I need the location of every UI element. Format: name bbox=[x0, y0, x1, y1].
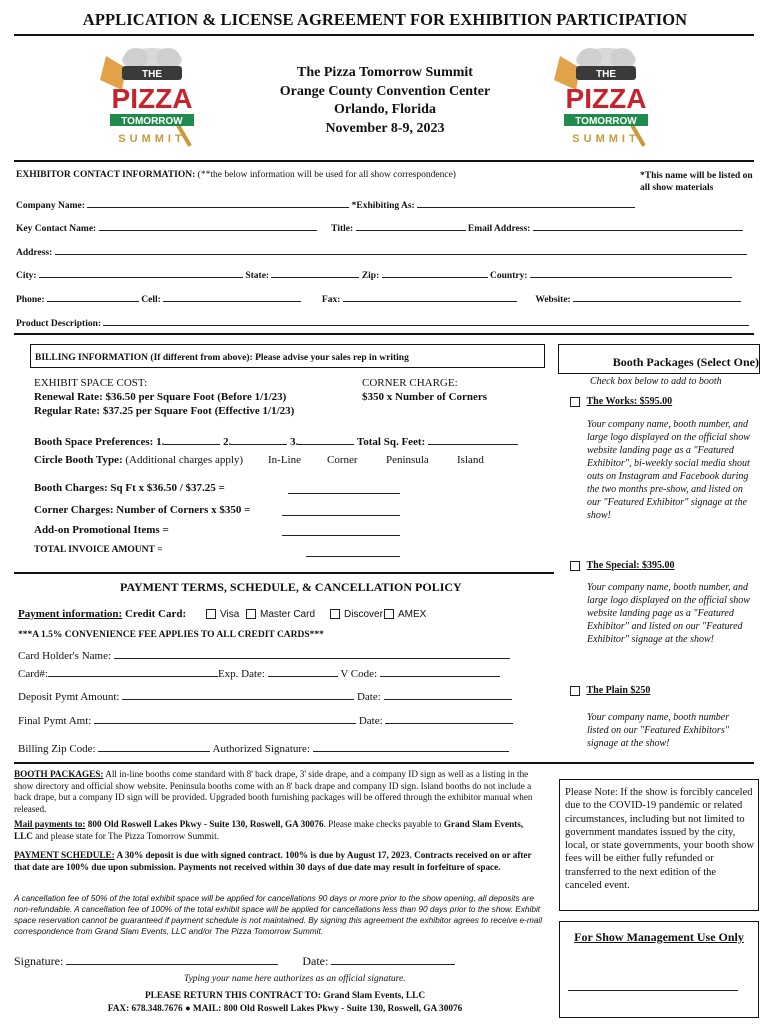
total-invoice-label: TOTAL INVOICE AMOUNT = bbox=[34, 545, 163, 555]
phone-field[interactable] bbox=[47, 291, 139, 302]
final-payment-row bbox=[18, 713, 513, 727]
signature-date-label: Date: bbox=[302, 954, 329, 968]
package-special-name: The Special: $395.00 bbox=[586, 560, 675, 571]
address-field[interactable] bbox=[55, 244, 747, 255]
packages-instruction: Check box below to add to booth bbox=[590, 376, 722, 387]
discover-checkbox[interactable] bbox=[330, 609, 340, 619]
addon-label: Add-on Promotional Items = bbox=[34, 524, 169, 536]
booth-charges-label: Booth Charges: Sq Ft x $36.50 / $37.25 = bbox=[34, 482, 225, 494]
signature-field[interactable] bbox=[66, 954, 278, 965]
mail-payments-heading: Mail payments to: bbox=[14, 819, 86, 829]
cell-label: Cell: bbox=[141, 295, 161, 305]
circle-booth-label: Circle Booth Type: bbox=[34, 454, 123, 466]
pref2-label: 2. bbox=[223, 436, 232, 448]
total-sqft-label: Total Sq. Feet: bbox=[356, 436, 426, 448]
title-field[interactable] bbox=[356, 220, 466, 231]
management-label: For Show Management Use Only bbox=[574, 930, 744, 944]
country-field[interactable] bbox=[530, 267, 732, 278]
exp-date-label: Exp. Date: bbox=[217, 668, 265, 680]
circle-booth-note: (Additional charges apply) bbox=[125, 454, 244, 466]
state-label: State: bbox=[245, 271, 270, 281]
booth-packages-terms bbox=[14, 769, 544, 815]
contact-header bbox=[16, 170, 456, 180]
management-box bbox=[559, 921, 759, 1018]
package-plain-desc: Your company name, booth number listed on our "Featured Exhibitors" signage at the show! bbox=[587, 712, 730, 749]
final-date-field[interactable] bbox=[385, 713, 513, 724]
key-contact-row bbox=[16, 220, 743, 234]
card-discover[interactable] bbox=[330, 609, 383, 620]
logo-pizza-text: PIZZA bbox=[111, 83, 193, 114]
website-label: Website: bbox=[535, 295, 571, 305]
package-works bbox=[570, 396, 672, 407]
visa-label: Visa bbox=[220, 609, 240, 620]
key-contact-label: Key Contact Name: bbox=[16, 224, 97, 234]
card-holder-label: Card Holder's Name: bbox=[18, 650, 112, 662]
booth-type-corner[interactable]: Corner bbox=[327, 454, 358, 466]
total-sqft-field[interactable] bbox=[428, 434, 518, 445]
deposit-date-field[interactable] bbox=[384, 689, 512, 700]
card-holder-row bbox=[18, 648, 510, 662]
title-divider bbox=[14, 34, 754, 36]
exp-date-field[interactable] bbox=[268, 666, 338, 677]
card-visa[interactable] bbox=[206, 609, 239, 620]
logo-pizza-text: PIZZA bbox=[565, 83, 647, 114]
addon-field[interactable] bbox=[282, 525, 400, 536]
credit-card-label: Credit Card: bbox=[124, 608, 187, 620]
package-plain-checkbox[interactable] bbox=[570, 686, 580, 696]
regular-rate: Regular Rate: $37.25 per Square Foot (Effective 1/1/23) bbox=[34, 405, 295, 417]
event-info bbox=[240, 64, 530, 138]
final-date-label: Date: bbox=[358, 715, 383, 727]
state-field[interactable] bbox=[271, 267, 359, 278]
payment-header: PAYMENT TERMS, SCHEDULE, & CANCELLATION POLICY bbox=[120, 580, 462, 594]
signature-date-field[interactable] bbox=[331, 954, 455, 965]
vcode-label: V Code: bbox=[340, 668, 378, 680]
deposit-field[interactable] bbox=[122, 689, 354, 700]
card-mastercard[interactable] bbox=[246, 609, 315, 620]
payment-schedule bbox=[14, 850, 544, 873]
mail-tail: and please state for The Pizza Tomorrow Summit. bbox=[35, 830, 219, 841]
payment-info-label: Payment information: bbox=[18, 608, 123, 620]
pref1-field[interactable] bbox=[164, 434, 220, 445]
billing-zip-label: Billing Zip Code: bbox=[18, 743, 96, 755]
mail-text: . Please make checks payable to bbox=[323, 819, 442, 829]
management-field[interactable] bbox=[568, 990, 738, 991]
contact-divider bbox=[14, 333, 754, 335]
exhibiting-as-label: *Exhibiting As: bbox=[351, 201, 415, 211]
listing-note: *This name will be listed on all show materials bbox=[640, 171, 753, 193]
booth-type-row bbox=[34, 454, 243, 466]
zip-label: Zip: bbox=[361, 271, 380, 281]
country-label: Country: bbox=[490, 271, 528, 281]
credit-card-row bbox=[18, 608, 202, 620]
amex-label: AMEX bbox=[398, 609, 427, 620]
fax-label: Fax: bbox=[321, 295, 341, 305]
return-footer bbox=[0, 990, 570, 1016]
visa-checkbox[interactable] bbox=[206, 609, 216, 619]
footer-line2: FAX: 678.348.7676 ● MAIL: 800 Old Roswell Lakes Pkwy - Suite 130, Roswell, GA 30076 bbox=[107, 1004, 463, 1014]
card-number-field[interactable] bbox=[48, 666, 218, 677]
summit-logo-left bbox=[92, 42, 212, 152]
email-field[interactable] bbox=[533, 220, 743, 231]
card-number-row bbox=[18, 666, 500, 680]
company-name-label: Company Name: bbox=[16, 201, 85, 211]
event-venue: Orange County Convention Center bbox=[279, 83, 491, 99]
covid-note-box bbox=[559, 779, 759, 911]
package-special-checkbox[interactable] bbox=[570, 561, 580, 571]
booth-type-island[interactable]: Island bbox=[457, 454, 484, 466]
space-cost-label: EXHIBIT SPACE COST: bbox=[34, 377, 148, 389]
pref1-label: 1. bbox=[156, 436, 165, 448]
vcode-field[interactable] bbox=[380, 666, 500, 677]
pref2-field[interactable] bbox=[231, 434, 287, 445]
signature-label: Signature: bbox=[14, 954, 64, 968]
contact-header-label: EXHIBITOR CONTACT INFORMATION: bbox=[16, 170, 196, 180]
summit-logo-right bbox=[546, 42, 666, 152]
mail-payee: Grand Slam Events, LLC bbox=[14, 819, 524, 841]
corner-charges-field[interactable] bbox=[282, 505, 400, 516]
package-works-checkbox[interactable] bbox=[570, 397, 580, 407]
billing-zip-field[interactable] bbox=[98, 741, 210, 752]
card-amex[interactable] bbox=[384, 609, 426, 620]
logo-tomorrow-text: TOMORROW bbox=[121, 116, 183, 127]
cancellation-policy: A cancellation fee of 50% of the total exhibit space will be applied for cancellations 90 days or more prior to the show opening, all deposits are non-refundable. A cancellation fee of 100% of the total exhibit space will be applied for cancellations less than 90 days prior to the show. Exhibit space reservation cannot be guaranteed if payment schedule is not maintained. By signing this agreement the exhibitor agrees to receive e-mail correspondence from Grand Slam Events, LLC and/or The Pizza Tomorrow Summit. bbox=[14, 893, 543, 936]
product-row bbox=[16, 315, 749, 329]
discover-label: Discover bbox=[344, 609, 383, 620]
corner-charge-label: CORNER CHARGE: bbox=[362, 377, 458, 389]
logo-tomorrow-text: TOMORROW bbox=[575, 116, 637, 127]
company-name-row bbox=[16, 197, 635, 211]
logo-the-text: THE bbox=[596, 69, 616, 80]
city-label: City: bbox=[16, 271, 37, 281]
contact-header-note: (**the below information will be used for all show correspondence) bbox=[197, 170, 456, 180]
email-label: Email Address: bbox=[467, 224, 531, 234]
deposit-label: Deposit Pymt Amount: bbox=[18, 691, 120, 703]
amex-checkbox[interactable] bbox=[384, 609, 394, 619]
header-divider bbox=[14, 160, 754, 162]
signature-row bbox=[14, 954, 455, 969]
authorized-signature-label: Authorized Signature: bbox=[212, 743, 310, 755]
payment-schedule-heading: PAYMENT SCHEDULE: bbox=[14, 850, 115, 860]
mail-payments bbox=[14, 819, 544, 842]
booth-type-inline[interactable]: In-Line bbox=[268, 454, 301, 466]
billing-zip-row bbox=[18, 741, 509, 755]
fee-note: ***A 1.5% CONVENIENCE FEE APPLIES TO ALL CREDIT CARDS*** bbox=[18, 630, 324, 640]
booth-charges-field[interactable] bbox=[288, 483, 400, 494]
authorized-signature-field[interactable] bbox=[313, 741, 509, 752]
packages-header-box bbox=[558, 344, 760, 374]
covid-note: Please Note: If the show is forcibly canceled due to the COVID-19 pandemic or related circumstances, including but not limited to government mandates issued by the city, local, or state governments, your booth show fees will be either fully refunded or transferred to the next edition of the canceled event. bbox=[565, 787, 754, 892]
phone-row bbox=[16, 291, 741, 305]
deposit-row bbox=[18, 689, 512, 703]
zip-field[interactable] bbox=[382, 267, 488, 278]
final-payment-label: Final Pymt Amt: bbox=[18, 715, 92, 727]
logo-summit-text: SUMMIT bbox=[572, 133, 640, 145]
renewal-rate: Renewal Rate: $36.50 per Square Foot (Before 1/1/23) bbox=[34, 391, 287, 403]
payment-schedule-text: A 30% deposit is due with signed contract. 100% is due by August 17, 2023. Contracts received on or after that date are 100% due upon submission. Payments not received within 30 days of due date may result in forfeiture of space. bbox=[14, 850, 532, 872]
company-name-field[interactable] bbox=[87, 197, 349, 208]
pref3-field[interactable] bbox=[298, 434, 354, 445]
logo-the-text: THE bbox=[142, 69, 162, 80]
booth-packages-heading: BOOTH PACKAGES: bbox=[14, 769, 104, 779]
final-payment-field[interactable] bbox=[94, 713, 356, 724]
card-number-label: Card#: bbox=[18, 668, 48, 680]
exhibit-space-cost bbox=[34, 376, 294, 418]
city-row bbox=[16, 267, 732, 281]
package-special-desc: Your company name, booth number, and large logo displayed on the official show website landing page as a "Featured Exhibitor" and listed on our "Featured Exhibitor" signage at the show! bbox=[587, 582, 750, 645]
event-name: The Pizza Tomorrow Summit bbox=[297, 65, 473, 80]
address-row bbox=[16, 244, 747, 258]
fax-field[interactable] bbox=[343, 291, 517, 302]
billing-box[interactable] bbox=[30, 344, 545, 368]
mastercard-checkbox[interactable] bbox=[246, 609, 256, 619]
corner-charge bbox=[362, 376, 487, 404]
mail-address: 800 Old Roswell Lakes Pkwy - Suite 130, Roswell, GA 30076 bbox=[87, 819, 324, 829]
payment-divider bbox=[14, 572, 554, 574]
event-dates: November 8-9, 2023 bbox=[325, 120, 445, 136]
corner-charges-label: Corner Charges: Number of Corners x $350 = bbox=[34, 504, 251, 516]
city-field[interactable] bbox=[39, 267, 243, 278]
exhibiting-as-field[interactable] bbox=[417, 197, 635, 208]
packages-header: Booth Packages (Select One) bbox=[612, 355, 759, 369]
address-label: Address: bbox=[16, 248, 53, 258]
page-title: APPLICATION & LICENSE AGREEMENT FOR EXHIBITION PARTICIPATION bbox=[82, 10, 688, 29]
total-invoice-field[interactable] bbox=[306, 546, 400, 557]
billing-header: BILLING INFORMATION (If different from above): Please advise your sales rep in writing bbox=[35, 353, 409, 363]
signature-note: Typing your name here authorizes as an official signature. bbox=[184, 974, 406, 984]
footer-line1: PLEASE RETURN THIS CONTRACT TO: Grand Slam Events, LLC bbox=[144, 991, 426, 1001]
pref3-label: 3. bbox=[290, 436, 299, 448]
product-description-field[interactable] bbox=[103, 315, 749, 326]
package-works-name: The Works: $595.00 bbox=[586, 396, 673, 407]
terms-divider bbox=[14, 762, 754, 764]
logo-summit-text: SUMMIT bbox=[118, 133, 186, 145]
package-plain-name: The Plain $250 bbox=[586, 685, 651, 696]
deposit-date-label: Date: bbox=[356, 691, 381, 703]
website-field[interactable] bbox=[573, 291, 741, 302]
booth-packages-text: All in-line booths come standard with 8' back drape, 3' side drape, and a company ID sign as well as a listing in the show directory and official show website. Peninsula booths come with an 8' back drape and company ID sign. Island booths do not include a back drape, but a company ID sign will be provided. Upgraded booth furnishing packages will be offered through the exhibitor manual when released. bbox=[14, 769, 533, 814]
package-special bbox=[570, 560, 675, 571]
package-works-desc: Your company name, booth number, and large logo displayed on the official show website landing page as a "Featured Exhibitor", bi-weekly social media shout outs on Instagram and Facebook during the two months pre-show, and listed on our "Featured Exhibitor" signage at the show! bbox=[587, 419, 750, 521]
title-label: Title: bbox=[331, 224, 354, 234]
phone-label: Phone: bbox=[16, 295, 45, 305]
card-holder-field[interactable] bbox=[114, 648, 510, 659]
package-plain bbox=[570, 685, 650, 696]
booth-type-peninsula[interactable]: Peninsula bbox=[386, 454, 429, 466]
cell-field[interactable] bbox=[163, 291, 301, 302]
preferences-label: Booth Space Preferences: bbox=[34, 436, 154, 448]
corner-rate: $350 x Number of Corners bbox=[362, 391, 488, 403]
booth-preferences-row bbox=[34, 434, 518, 448]
key-contact-field[interactable] bbox=[99, 220, 317, 231]
mastercard-label: Master Card bbox=[260, 609, 316, 620]
event-city: Orlando, Florida bbox=[334, 102, 436, 117]
product-description-label: Product Description: bbox=[16, 319, 102, 329]
